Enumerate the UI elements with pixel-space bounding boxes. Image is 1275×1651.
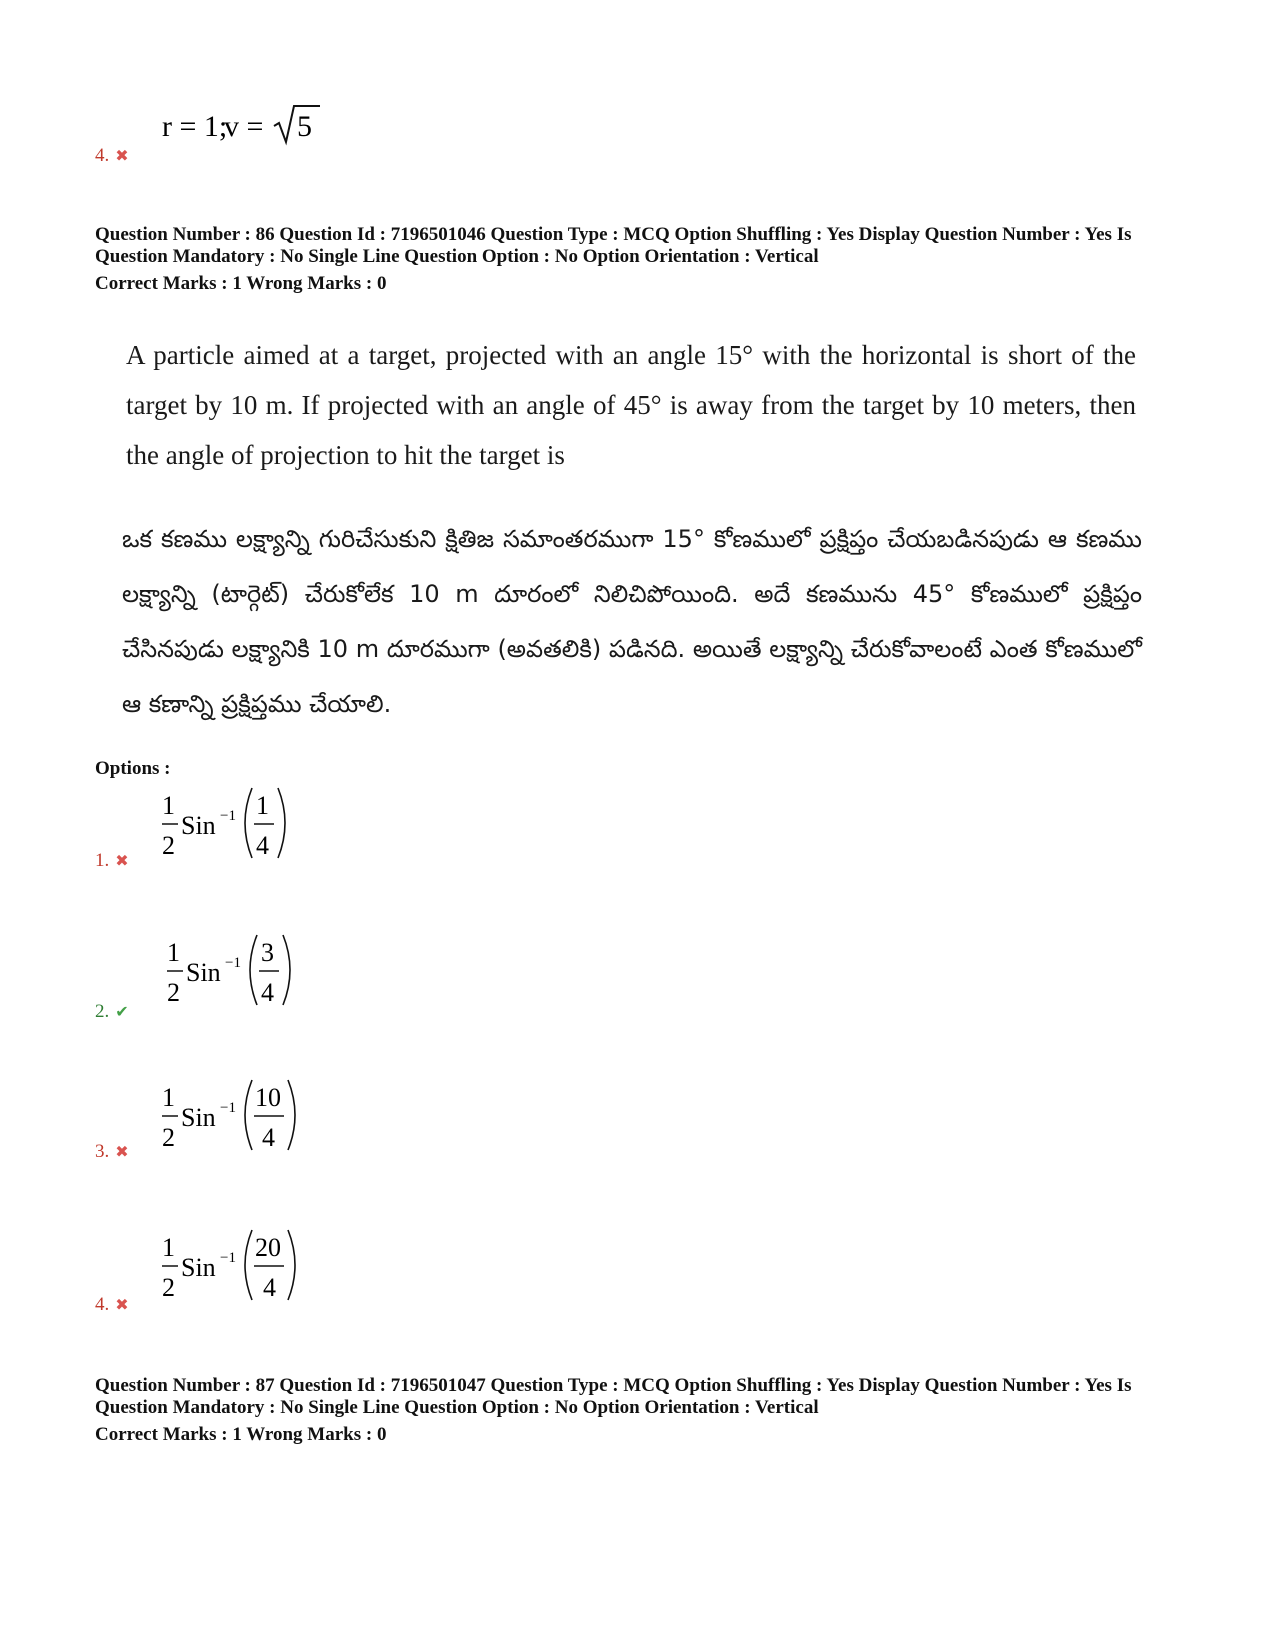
arg-numerator: 20 xyxy=(255,1233,281,1262)
coef-numerator: 1 xyxy=(162,1083,175,1112)
fraction-formula xyxy=(167,925,327,1015)
arg-denominator: 4 xyxy=(261,978,274,1007)
option-number-label: 2. xyxy=(95,1001,110,1022)
formula-radicand: 5 xyxy=(297,110,312,143)
left-paren xyxy=(250,935,257,1005)
func-exponent: −1 xyxy=(225,955,241,971)
prev-option-4-formula xyxy=(162,102,332,151)
left-paren xyxy=(245,788,252,858)
arg-denominator: 4 xyxy=(256,831,269,860)
coef-denominator: 2 xyxy=(162,1273,175,1302)
option-4-formula xyxy=(162,1220,332,1315)
next-question-meta-line-2: Question Mandatory : No Single Line Question Option : No Option Orientation : Vertical xyxy=(95,1397,819,1418)
options-label: Options : xyxy=(95,758,171,779)
option-2-formula xyxy=(167,925,327,1020)
option-3-number xyxy=(95,1141,129,1163)
question-meta xyxy=(95,224,1185,295)
formula-v-part: v = xyxy=(224,110,264,143)
func-name: Sin xyxy=(181,811,216,840)
right-paren xyxy=(278,788,285,858)
option-1-number xyxy=(95,850,129,872)
left-paren xyxy=(245,1080,252,1150)
question-text-telugu: ఒక కణము లక్ష్యాన్ని గురిచేసుకుని క్షితిజ సమాంతరముగా 15° కోణములో ప్రక్షిప్తం చేయబడినపుడు ఆ కణము లక్ష్యాన్ని (టార్గెట్) చేరుకోలేక 10 m దూరంలో నిలిచిపోయింది. అదే కణమును 45° కోణములో ప్రక్షిప్తం చేసినపుడు లక్ష్యానికి 10 m దూరముగా (అవతలికి) పడినది. అయితే లక్ష్యాన్ని చేరుకోవాలంటే ఎంత కోణములో ఆ కణాన్ని ప్రక్షిప్తము చేయాలి. xyxy=(122,525,1142,718)
option-number-label: 1. xyxy=(95,850,110,871)
arg-denominator: 4 xyxy=(262,1123,275,1152)
arg-denominator: 4 xyxy=(263,1273,276,1302)
arg-numerator: 3 xyxy=(261,938,274,967)
func-name: Sin xyxy=(181,1103,216,1132)
option-number-label: 3. xyxy=(95,1141,110,1162)
func-exponent: −1 xyxy=(220,1250,236,1266)
next-question-meta-line-1: Question Number : 87 Question Id : 7196501047 Question Type : MCQ Option Shuffling : Yes Display Question Number : Yes Is xyxy=(95,1375,1132,1396)
coef-numerator: 1 xyxy=(162,1233,175,1262)
question-text-english: A particle aimed at a target, projected with an angle 15° with the horizontal is short of the target by 10 m. If projected with an angle of 45° is away from the target by 10 meters, then the angle of projection to hit the target is xyxy=(126,340,1136,470)
right-paren xyxy=(283,935,290,1005)
fraction-formula xyxy=(162,1220,332,1310)
left-paren xyxy=(245,1230,252,1300)
next-question-marks: Correct Marks : 1 Wrong Marks : 0 xyxy=(95,1424,387,1445)
wrong-mark-icon: ✖ xyxy=(115,1295,129,1314)
option-1-formula xyxy=(162,778,322,873)
wrong-mark-icon: ✖ xyxy=(115,851,129,870)
radical-formula xyxy=(162,102,332,146)
coef-denominator: 2 xyxy=(167,978,180,1007)
prev-option-4-number xyxy=(95,145,129,167)
question-meta-line-1: Question Number : 86 Question Id : 7196501046 Question Type : MCQ Option Shuffling : Yes Display Question Number : Yes Is xyxy=(95,224,1132,245)
arg-numerator: 1 xyxy=(256,791,269,820)
func-name: Sin xyxy=(186,958,221,987)
func-exponent: −1 xyxy=(220,1100,236,1116)
option-number-label: 4. xyxy=(95,1294,110,1315)
correct-check-icon: ✔ xyxy=(115,1002,129,1021)
arg-numerator: 10 xyxy=(255,1083,281,1112)
func-exponent: −1 xyxy=(220,808,236,824)
coef-denominator: 2 xyxy=(162,1123,175,1152)
question-marks: Correct Marks : 1 Wrong Marks : 0 xyxy=(95,273,387,294)
coef-numerator: 1 xyxy=(162,791,175,820)
question-meta-line-2: Question Mandatory : No Single Line Question Option : No Option Orientation : Vertical xyxy=(95,246,819,267)
option-3-formula xyxy=(162,1070,332,1165)
fraction-formula xyxy=(162,778,322,868)
wrong-mark-icon: ✖ xyxy=(115,146,129,165)
func-name: Sin xyxy=(181,1253,216,1282)
formula-r-part: r = 1; xyxy=(162,110,228,143)
coef-denominator: 2 xyxy=(162,831,175,860)
wrong-mark-icon: ✖ xyxy=(115,1142,129,1161)
option-4-number xyxy=(95,1294,129,1316)
right-paren xyxy=(288,1080,295,1150)
coef-numerator: 1 xyxy=(167,938,180,967)
option-number-label: 4. xyxy=(95,145,110,166)
fraction-formula xyxy=(162,1070,332,1160)
next-question-meta xyxy=(95,1375,1185,1446)
right-paren xyxy=(288,1230,295,1300)
option-2-number xyxy=(95,1001,129,1023)
